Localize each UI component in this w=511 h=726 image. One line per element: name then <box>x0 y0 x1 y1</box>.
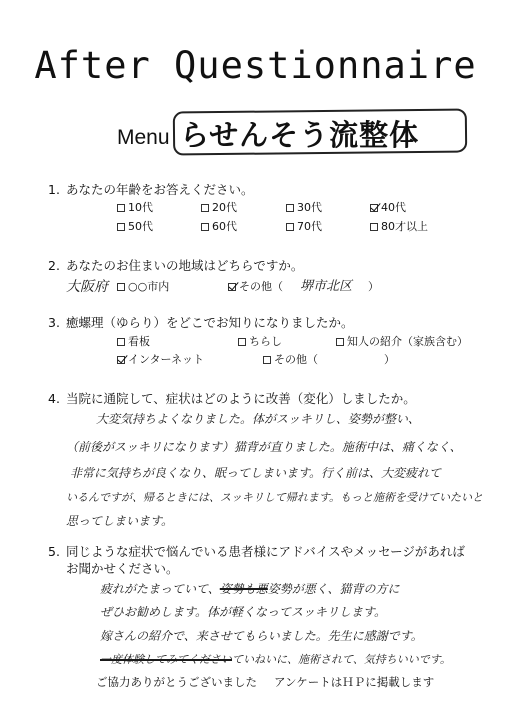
question-5 <box>48 542 465 560</box>
q3-option-internet[interactable] <box>117 351 204 367</box>
q3-option-flyer[interactable] <box>238 333 282 349</box>
option-label: その他（ ） <box>274 353 395 366</box>
option-label: 看板 <box>128 335 150 348</box>
answer-text: 疲れがたまっていて、 <box>100 582 220 596</box>
q4-answer-line: 思ってしまいます。 <box>66 514 174 528</box>
q2-close-paren: ） <box>368 280 379 293</box>
page-title: After Questionnaire <box>34 44 477 87</box>
option-label: その他（ <box>239 280 283 293</box>
answer-text: ていねいに、施術されて、気持ちいいです。 <box>232 653 451 666</box>
checkbox[interactable] <box>238 338 246 346</box>
q5-answer-line-1 <box>100 580 400 597</box>
question-3-text: 癒螺理（ゆらり）をどこでお知りになりましたか。 <box>66 315 354 330</box>
option-label: 20代 <box>212 201 237 214</box>
checkbox-checked[interactable] <box>228 283 236 291</box>
q4-answer-line: （前後がスッキリになります）猫背が直りました。施術中は、痛くなく、 <box>66 440 462 454</box>
q1-option-30[interactable] <box>286 199 322 215</box>
question-2 <box>48 256 303 274</box>
q3-option-referral[interactable] <box>336 333 468 349</box>
checkbox[interactable] <box>117 204 125 212</box>
question-4 <box>48 389 416 407</box>
question-5-number: 5. <box>48 544 60 559</box>
answer-strikethrough: 一度体験してみてください <box>100 653 232 666</box>
checkbox[interactable] <box>117 223 125 231</box>
prefecture-handwritten: 大阪府 <box>66 279 108 295</box>
q2-option-other[interactable] <box>228 278 283 294</box>
answer-strikethrough: 姿勢も悪 <box>219 582 268 596</box>
option-label: 60代 <box>212 220 237 233</box>
q5-answer-line-2: ぜひお勧めします。体が軽くなってスッキリします。 <box>100 605 386 619</box>
q1-option-50[interactable] <box>117 218 153 234</box>
q2-option-city[interactable] <box>117 278 169 294</box>
q1-option-60[interactable] <box>201 218 237 234</box>
other-area-handwritten: 堺市北区 <box>300 279 353 294</box>
checkbox[interactable] <box>117 283 125 291</box>
option-label: 40代 <box>381 201 406 214</box>
q3-option-other[interactable] <box>263 351 395 367</box>
checkbox[interactable] <box>286 223 294 231</box>
menu-label: Menu <box>117 126 170 149</box>
answer-text: 姿勢が悪く、猫背の方に <box>267 582 400 596</box>
question-3 <box>48 313 354 331</box>
question-4-text: 当院に通院して、症状はどのように改善（変化）しましたか。 <box>66 391 416 406</box>
q1-option-20[interactable] <box>201 199 237 215</box>
checkbox-checked[interactable] <box>117 356 125 364</box>
option-label: 30代 <box>297 201 322 214</box>
checkbox[interactable] <box>117 338 125 346</box>
q1-option-40[interactable] <box>370 199 406 215</box>
question-3-number: 3. <box>48 315 60 330</box>
option-label: 50代 <box>128 220 153 233</box>
footer-thanks: ご協力ありがとうございました <box>96 675 257 689</box>
option-label: ○○市内 <box>128 280 170 293</box>
q1-option-80[interactable] <box>370 218 428 234</box>
checkbox[interactable] <box>336 338 344 346</box>
question-1 <box>48 180 254 198</box>
option-label: インターネット <box>128 353 205 366</box>
question-1-text: あなたの年齢をお答えください。 <box>66 182 254 197</box>
question-4-number: 4. <box>48 391 60 406</box>
q4-answer-line: 非常に気持ちが良くなり、眠ってしまいます。行く前は、大変疲れて <box>70 466 442 480</box>
checkbox[interactable] <box>370 223 378 231</box>
checkbox[interactable] <box>201 223 209 231</box>
question-1-number: 1. <box>48 182 60 197</box>
option-label: 10代 <box>128 201 153 214</box>
q3-option-signboard[interactable] <box>117 333 150 349</box>
footer-notice: アンケートはＨＰに掲載します <box>274 675 435 689</box>
checkbox[interactable] <box>201 204 209 212</box>
q1-option-70[interactable] <box>286 218 322 234</box>
menu-value: らせんそう流整体 <box>180 118 420 152</box>
option-label: 70代 <box>297 220 322 233</box>
checkbox[interactable] <box>263 356 271 364</box>
question-2-text: あなたのお住まいの地域はどちらですか。 <box>66 258 304 273</box>
q5-answer-line-3: 嫁さんの紹介で、来させてもらいました。先生に感謝です。 <box>100 629 423 643</box>
question-5-text-continued: お聞かせください。 <box>66 561 179 576</box>
q4-answer-line: いるんですが、帰るときには、スッキリして帰れます。もっと施術を受けていたいと <box>66 491 484 504</box>
option-label: 知人の紹介（家族含む） <box>347 335 468 348</box>
question-2-number: 2. <box>48 258 60 273</box>
q4-answer-line: 大変気持ちよくなりました。体がスッキリし、姿勢が整い、 <box>96 412 420 426</box>
question-5-text: 同じような症状で悩んでいる患者様にアドバイスやメッセージがあれば <box>66 544 465 559</box>
option-label: 80才以上 <box>381 220 428 233</box>
checkbox-checked[interactable] <box>370 204 378 212</box>
option-label: ちらし <box>249 335 282 348</box>
q1-option-10[interactable] <box>117 199 153 215</box>
checkbox[interactable] <box>286 204 294 212</box>
q5-answer-line-4 <box>100 651 451 667</box>
